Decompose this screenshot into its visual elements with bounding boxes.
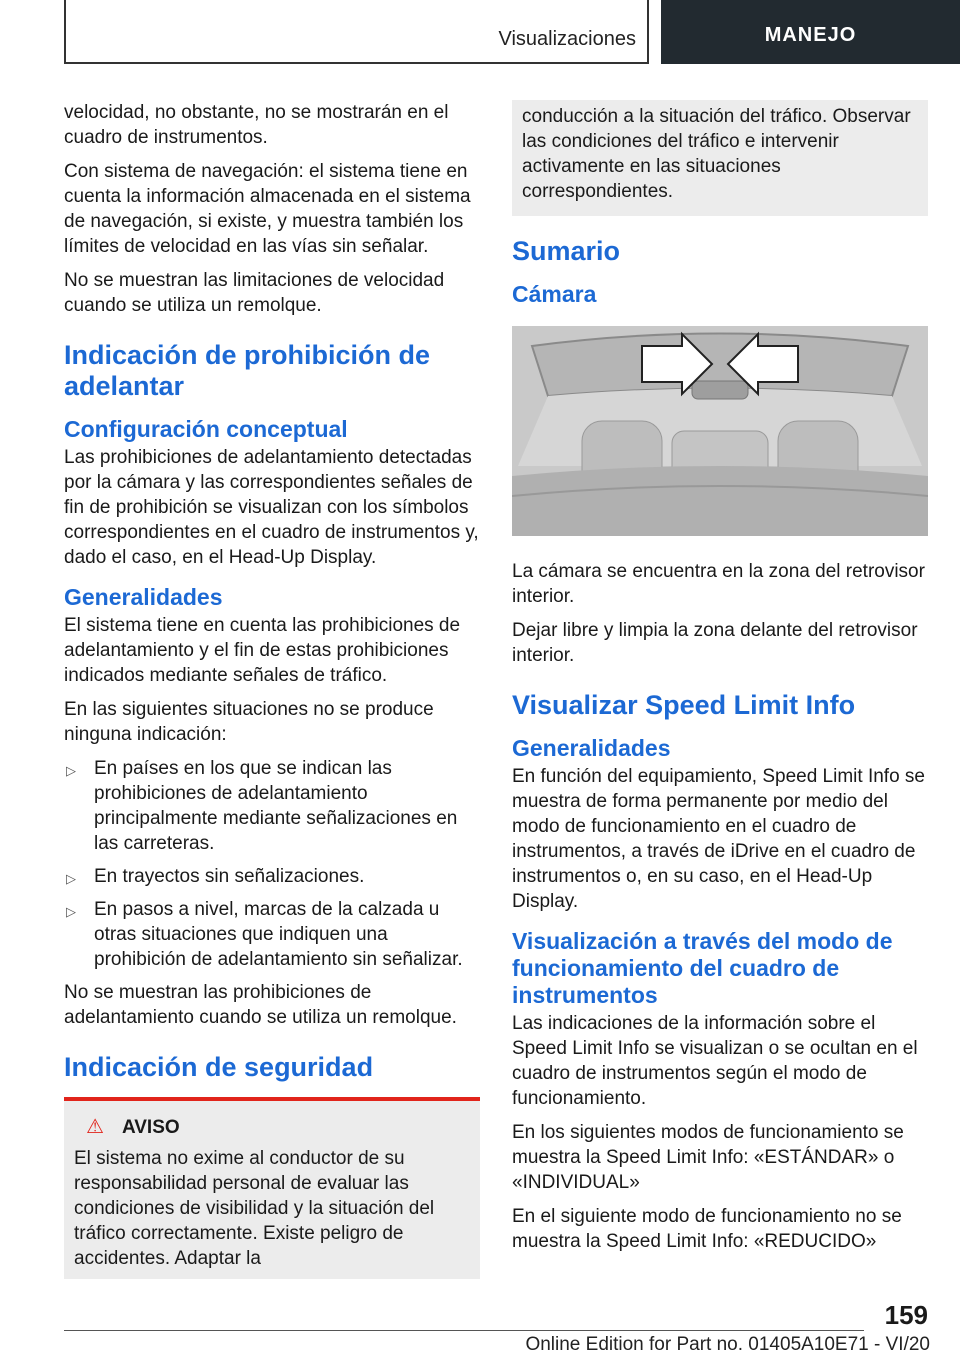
page-number: 159 [884, 1300, 928, 1330]
heading-camera: Cámara [512, 281, 597, 307]
paragraph: En función del equipamiento, Speed Limit Info se muestra de forma permanente por medio del modo de funcionamiento en el cuadro de instrumentos, a través de iDrive en el cuadro de instrumentos o, en su caso, en el Head-Up Display. [512, 766, 925, 912]
paragraph: No se muestran las limitaciones de velocidad cuando se utiliza un remolque. [64, 270, 445, 316]
list-item: ▷ En trayectos sin señalizaciones. [64, 864, 480, 889]
list-item: ▷ En países en los que se indican las prohibiciones de adelantamiento principalmente mediante señalizaciones en las carreteras. [66, 758, 458, 854]
paragraph: En las siguientes situaciones no se produce ninguna indicación: [64, 699, 434, 745]
heading-safety: Indicación de seguridad [64, 1052, 374, 1082]
paragraph: Con sistema de navegación: el sistema tiene en cuenta la información almacenada en el sistema de navegación, si existe, y muestra también los límites de velocidad en las vías sin señalar. [64, 161, 471, 257]
header-section-title: Visualizaciones [498, 28, 636, 50]
footer-edition: Online Edition for Part no. 01405A10E71 - VI/20 [525, 1334, 930, 1355]
header-chapter-tab [661, 0, 960, 64]
paragraph: En el siguiente modo de funcionamiento no se muestra la Speed Limit Info: «REDUCIDO» [512, 1206, 902, 1252]
warning-text: El sistema no exime al conductor de su responsabilidad personal de evaluar las condiciones de visibilidad y la situación del tráfico correctamente. Existe peligro de accidentes. Adaptar la [74, 1148, 435, 1269]
paragraph: Dejar libre y limpia la zona delante del retrovisor interior. [512, 620, 918, 666]
camera-location-illustration [512, 326, 928, 536]
warning-triangle-icon: ⚠ [86, 1116, 104, 1138]
footer-rule [64, 1330, 864, 1331]
paragraph: En los siguientes modos de funcionamiento se muestra la Speed Limit Info: «ESTÁNDAR» o «INDIVIDUAL» [512, 1122, 904, 1193]
paragraph: velocidad, no obstante, no se mostrarán en el cuadro de instrumentos. [64, 102, 449, 148]
heading-concept: Configuración conceptual [64, 416, 348, 442]
bullet-triangle-icon: ▷ [66, 871, 76, 886]
header-rule-bottom [64, 62, 649, 64]
left-column [64, 100, 480, 1279]
heading-mode-display: Visualización a través del modo de funcionamiento del cuadro de instrumentos [512, 928, 893, 1008]
header-rule-mid [647, 0, 649, 64]
header-chapter-label: MANEJO [764, 23, 857, 46]
heading-general: Generalidades [64, 584, 223, 610]
heading-general-right: Generalidades [512, 735, 671, 761]
paragraph: El sistema tiene en cuenta las prohibiciones de adelantamiento y el fin de estas prohibiciones indicados mediante señales de tráfico. [64, 615, 461, 686]
warning-text-continued: conducción a la situación del tráfico. Observar las condiciones del tráfico e intervenir activamente en las situaciones correspondientes. [522, 106, 911, 202]
heading-overtake: Indicación de prohibición de adelantar [64, 340, 431, 401]
paragraph: La cámara se encuentra en la zona del retrovisor interior. [512, 561, 925, 607]
heading-display-speed-limit: Visualizar Speed Limit Info [512, 690, 856, 720]
warning-box-continued [512, 100, 928, 216]
warning-header [74, 1115, 470, 1140]
header-rule-left [64, 0, 66, 64]
paragraph: Las indicaciones de la información sobre el Speed Limit Info se visualizan o se ocultan en el cuadro de instrumentos según el modo de funcionamiento. [512, 1013, 918, 1109]
warning-title: AVISO [121, 1117, 180, 1138]
paragraph: Las prohibiciones de adelantamiento detectadas por la cámara y las correspondientes señales de fin de prohibición se visualizan con los símbolos correspondientes en el cuadro de instrumentos y, dado el caso, en el Head-Up Display. [64, 447, 479, 568]
warning-box [64, 1097, 480, 1279]
bullet-list [64, 756, 480, 972]
paragraph: No se muestran las prohibiciones de adelantamiento cuando se utiliza un remolque. [64, 982, 457, 1028]
right-column [512, 100, 928, 1263]
bullet-triangle-icon: ▷ [66, 763, 76, 778]
heading-summary: Sumario [512, 236, 621, 266]
list-item: ▷ En pasos a nivel, marcas de la calzada u otras situaciones que indiquen una prohibición de adelantamiento sin señalizar. [66, 899, 463, 970]
bullet-triangle-icon: ▷ [66, 904, 76, 919]
